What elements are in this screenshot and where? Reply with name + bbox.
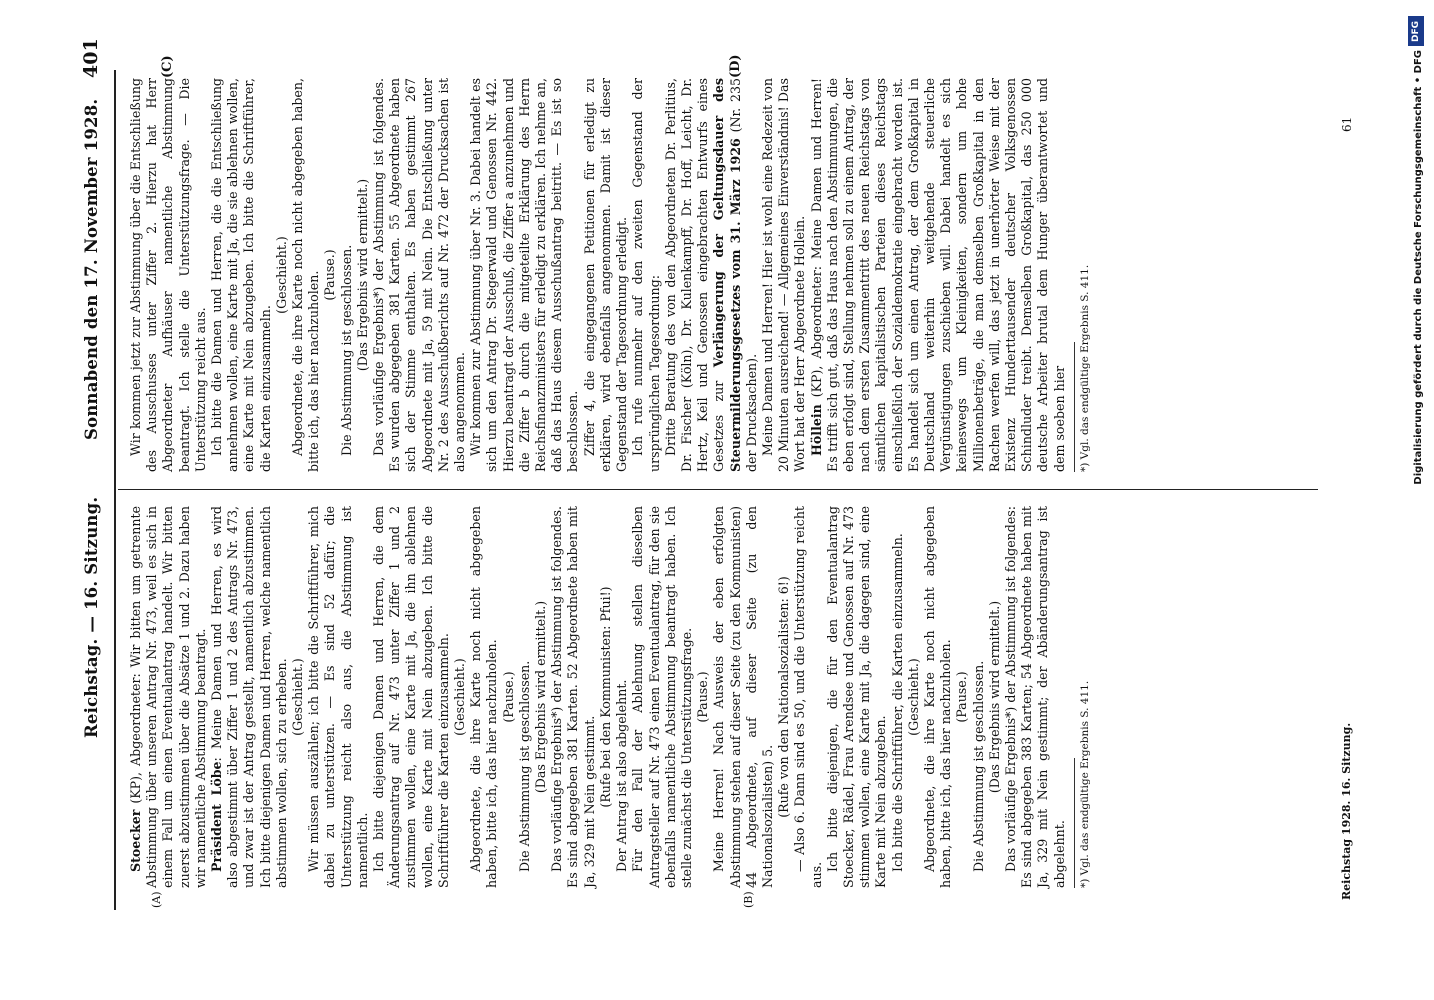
stage-direction: (Das Ergebnis wird ermittelt.) <box>533 600 549 794</box>
stage-direction: (Das Ergebnis wird ermittelt.) <box>986 600 1002 794</box>
sheet-number: 61 <box>1340 116 1354 132</box>
paragraph: (KP), Abgeordneter: Meine Damen und Herren! Es trifft sich gut, daß das Haus nach den Abstimmungen, die eben erfolgt sind, Stellung nehmen soll zu einem Antrag, der nach dem ersten Zusammentritt des neuen Reichstags von sämtlichen kapitalistischen Parteien dieses Reichstags einschließlich der Sozialdemokratie eingebracht worden ist. Es handelt sich um einen Antrag, der dem Großkapital in Deutschland weiterhin weitgehende steuerliche Vergünstigungen zuschieben will. Dabei handelt es sich keineswegs um Kleinigkeiten, sondern um hohe Millionenbeträge, die man demselben Großkapital in den Rachen werfen will, das jetzt in unerhörter Weise mit der Existenz Hunderttausender deutscher Volksgenossen Schindluder treibt. Demselben Großkapital, das 250 000 deutsche Arbeiter brutal dem Hunger überantwortet und dem soeben hier <box>808 78 1067 472</box>
stage-direction: (Geschieht.) <box>452 658 468 736</box>
column-rule <box>118 489 1318 490</box>
speaker-name: Höllein <box>808 404 824 456</box>
paragraph: Ich bitte diejenigen Damen und Herren, die dem Änderungsantrag auf Nr. 473 unter Ziffer 1 und 2 zustimmen wollen, eine Karte mit Ja, die ihn ablehnen wollen, eine Karte mit Nein abzugeben. Ich bitte die Schriftführer die Karten einzusammeln. <box>371 506 451 888</box>
paragraph: Ziffer 4, die eingegangenen Petitionen für erledigt zu erklären, wird ebenfalls angenommen. Damit ist dieser Gegenstand der Tagesordnung erledigt. <box>581 78 630 472</box>
paragraph: Das vorläufige Ergebnis*) der Abstimmung ist folgendes: Es sind abgegeben 383 Karten; 54 Abgeordnete haben mit Ja, 329 mit Nein gestimmt; der Abänderungsantrag ist abgelehnt. <box>1002 506 1067 888</box>
footnote-rule <box>1074 342 1075 472</box>
footnote: *) Vgl. das endgültige Ergebnis S. 411. <box>1078 264 1091 472</box>
header-left: Reichstag. — 16. Sitzung. <box>82 496 101 738</box>
stage-direction: (Geschieht.) <box>273 236 289 314</box>
paragraph: Wir kommen zur Abstimmung über Nr. 3. Dabei handelt es sich um den Antrag Dr. Stegerwald und Genossen Nr. 442. Hierzu beantragt der Ausschuß, die Ziffer a anzunehmen und die Ziffer b durch die mitgeteilte Erklärung des Herrn Reichsfinanzministers für erledigt zu erklären. Ich nehme an, daß das Haus diesem Ausschußantrag beitritt. — Es ist so beschlossen. <box>468 78 581 472</box>
paragraph: Ich rufe nunmehr auf den zweiten Gegenstand der ursprünglichen Tagesordnung: <box>630 78 662 472</box>
page-number: 401 <box>80 38 102 78</box>
stage-direction: (Geschieht.) <box>905 658 921 736</box>
stage-direction: (Pause.) <box>500 671 516 723</box>
paragraph: Dritte Beratung des von den Abgeordneten Dr. Perlitius, Dr. Fischer (Köln), Dr. Kulenkampff, Dr. Hoff, Leicht, Dr. Hertz, Keil und Genossen eingebrachten Entwurfs eines Gesetzes zur <box>662 78 727 472</box>
paragraph: Für den Fall der Ablehnung stellen dieselben Antragsteller auf Nr. 473 einen Eventualantrag, für den sie ebenfalls namentliche Abstimmung beantragt haben. Ich stelle zunächst die Unterstützungsfrage. <box>630 506 694 888</box>
margin-letter-c: (C) <box>160 55 175 78</box>
stage-direction: (Das Ergebnis wird ermittelt.) <box>354 178 370 372</box>
paragraph: Meine Damen und Herren! Hier ist wohl eine Redezeit von 20 Minuten ausreichend! — Allgemeines Einverständnis! Das Wort hat der Herr Abgeordnete Hollein. <box>759 78 808 472</box>
paragraph: Die Abstimmung ist geschlossen. <box>970 660 986 872</box>
paragraph: Ich bitte diejenigen, die für den Eventualantrag Stoecker, Rädel, Frau Arendsee und Genossen auf Nr. 473 stimmen wollen, eine Karte mit Ja, die dagegen sind, eine Karte mit Nein abzugeben. <box>824 506 889 888</box>
footnote-rule <box>1074 758 1075 888</box>
header-date: Sonnabend den 17. November 1928. <box>82 98 101 440</box>
sheet-signature: Reichstag 1928. 16. Sitzung. <box>1340 722 1353 900</box>
stage-direction: (Pause.) <box>322 249 338 301</box>
footnote: *) Vgl. das endgültige Ergebnis S. 411. <box>1078 680 1091 888</box>
speaker-name: Stoecker <box>128 809 143 872</box>
stage-direction: (Rufe von den Nationalsozialisten: 6!) <box>776 576 792 818</box>
paragraph: Wir müssen auszählen; ich bitte die Schriftführer, mich dabei zu unterstützen. — Es sind 52 dafür; die Unterstützung reicht also aus, die Abstimmung ist namentlich. <box>306 506 370 888</box>
stage-direction: (Geschieht.) <box>290 658 306 736</box>
paragraph: (Nr. 235 der Drucksachen). <box>727 78 759 472</box>
paragraph: Abgeordnete, die ihre Karte noch nicht abgegeben haben, bitte ich, das hier nachzuholen. <box>921 506 954 888</box>
margin-letter-b: (B) <box>742 891 755 908</box>
stage-direction: (Pause.) <box>695 671 711 723</box>
paragraph: Das vorläufige Ergebnis*) der Abstimmung ist folgendes. Es wurden abgegeben 381 Karten. 55 Abgeordnete haben sich der Stimme enthalten. Es haben gestimmt 267 Abgeordnete mit Ja, 59 mit Nein. Die Entschließung unter Nr. 2 des Ausschußberichts auf Nr. 472 der Drucksachen ist also angenommen. <box>371 78 468 472</box>
paragraph: Der Antrag ist also abgelehnt. <box>614 679 630 872</box>
dfg-logo: DFG <box>1408 16 1424 46</box>
paragraph: Abgeordnete, die ihre Karte noch nicht abgegeben haben, bitte ich, das hier nachzuholen. <box>290 78 322 472</box>
stage-direction: (Pause.) <box>954 671 970 723</box>
paragraph: — Also 6. Dann sind es 50, und die Unterstützung reicht aus. <box>792 506 824 888</box>
paragraph: Wir kommen jetzt zur Abstimmung über die Entschließung des Ausschusses unter Ziffer 2. Hierzu hat Herr Abgeordneter Aufhäuser namentliche Abstimmung beantragt. Ich stelle die Unterstützungsfrage. — Die Unterstützung reicht aus. <box>128 78 208 472</box>
dfg-strip <box>1408 8 1430 708</box>
left-column <box>128 506 1092 888</box>
paragraph: Die Abstimmung ist geschlossen. <box>338 244 354 456</box>
speaker-name: Präsident Löbe <box>209 761 225 872</box>
margin-letter-d: (D) <box>728 54 743 78</box>
paragraph: Abgeordnete, die ihre Karte noch nicht abgegeben haben, bitte ich, das hier nachzuholen. <box>468 506 500 888</box>
paragraph: Die Abstimmung ist geschlossen. <box>516 660 532 872</box>
paragraph: Ich bitte die Damen und Herren, die die Entschließung annehmen wollen, eine Karte mit Ja, die sie ablehnen wollen, eine Karte mit Nein abzugeben. Ich bitte die Schriftführer, die Karten einzusammeln. <box>209 78 273 472</box>
right-column <box>128 78 1092 472</box>
paragraph: Meine Herren! Nach Ausweis der eben erfolgten Abstimmung stehen auf dieser Seite (zu den Kommunisten) 44 Abgeordnete, auf dieser Seite (zu den Nationalsozialisten) 5. <box>711 506 775 888</box>
stage-direction: (Rufe bei den Kommunisten: Pfui!) <box>597 586 613 808</box>
margin-letter-a: (A) <box>150 891 163 908</box>
bill-title: Verlängerung der Geltungsdauer des Steuermilderungsgesetzes vom 31. März 1926 <box>711 78 743 472</box>
paragraph: (KP), Abgeordneter: Wir bitten um getrennte Abstimmung über unseren Antrag Nr. 473, weil es sich in einem Fall um einen Eventualantrag handelt. Wir bitten zuerst abzustimmen über die Absätze 1 und 2. Dazu haben wir namentliche Abstimmung beantragt. <box>128 506 208 888</box>
paragraph: Ich bitte die Schriftführer, die Karten einzusammeln. <box>889 533 905 872</box>
dfg-credit: Digitalisierung gefördert durch die Deutsche Forschungsgemeinschaft • DFG <box>1413 50 1424 485</box>
paragraph: : Meine Damen und Herren, es wird also abgestimmt über Ziffer 1 und 2 des Antrags Nr. 473, und zwar ist der Antrag gestellt, namentlich abzustimmen. Ich bitte diejenigen Damen und Herren, welche namentlich abstimmen wollen, sich zu erheben. <box>209 506 289 888</box>
header-rule <box>114 70 116 910</box>
paragraph: Das vorläufige Ergebnis*) der Abstimmung ist folgendes. Es sind abgegeben 381 Karten. 52 Abgeordnete haben mit Ja, 329 mit Nein gestimmt. <box>549 506 597 888</box>
